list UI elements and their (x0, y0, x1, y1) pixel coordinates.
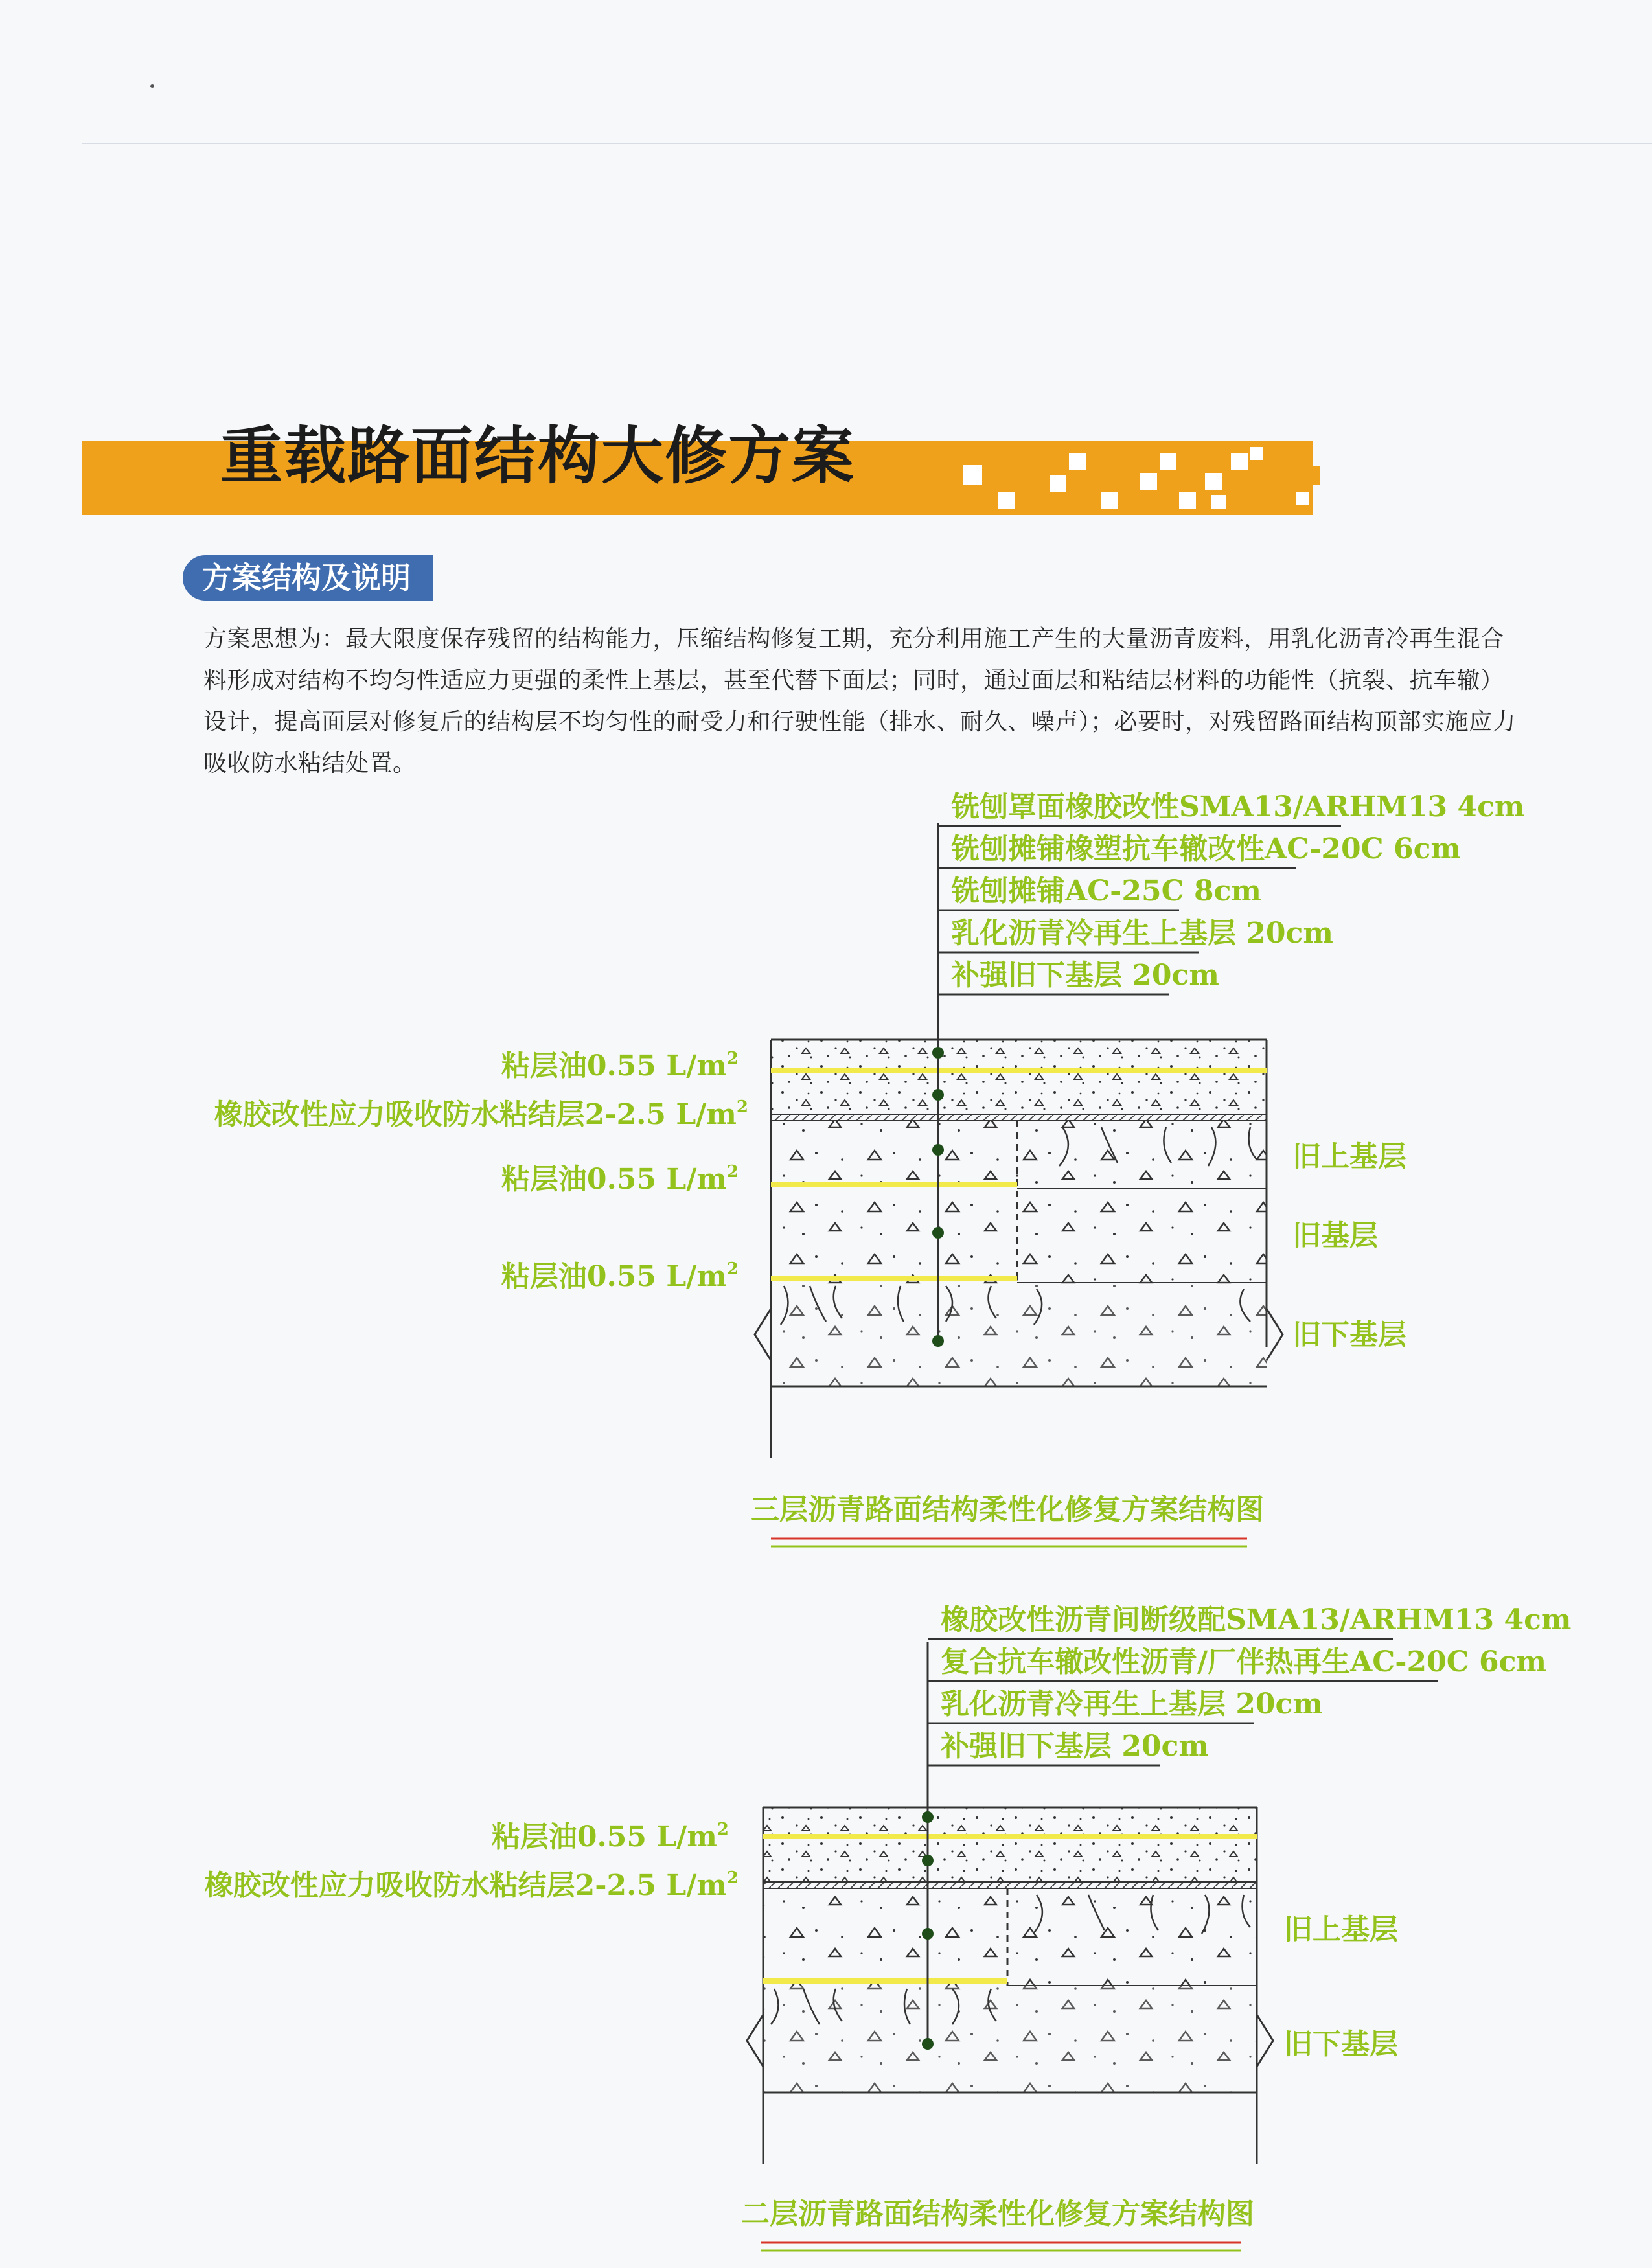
d1-layer-4: 乳化沥青冷再生上基层 20cm (951, 917, 1333, 950)
diagram1-left-labels (214, 1049, 748, 1293)
d1-layer-1: 铣刨罩面橡胶改性SMA13/ARHM13 4cm (951, 790, 1525, 823)
d2-old-lower-base: 旧下基层 (1284, 2028, 1398, 2061)
d1-layer-3: 铣刨摊铺AC-25C 8cm (951, 875, 1261, 908)
d1-membrane-label: 橡胶改性应力吸收防水粘结层2-2.5 $L/m^2$ (214, 1097, 748, 1131)
d2-layer-1: 橡胶改性沥青间断级配SMA13/ARHM13 4cm (941, 1603, 1572, 1636)
diagram1-right-labels (1292, 1140, 1406, 1351)
d1-old-lower-base: 旧下基层 (1292, 1318, 1406, 1351)
d2-layer-4: 补强旧下基层 20cm (941, 1730, 1209, 1763)
diagram2-layer-labels (940, 1603, 1571, 1763)
diagram2-caption: 二层沥青路面结构柔性化修复方案结构图 (741, 2197, 1254, 2230)
d2-layer-3: 乳化沥青冷再生上基层 20cm (941, 1688, 1323, 1721)
diagram2-left-labels (205, 1820, 739, 1902)
section-heading: 方案结构及说明 (183, 555, 433, 601)
d1-tack-label-1: 粘层油0.55 $L/m^2$ (501, 1049, 739, 1082)
d2-layer-2: 复合抗车辙改性沥青/厂伴热再生AC-20C 6cm (941, 1645, 1547, 1678)
d2-membrane-label: 橡胶改性应力吸收防水粘结层2-2.5 $L/m^2$ (204, 1868, 739, 1902)
d1-layer-2: 铣刨摊铺橡塑抗车辙改性AC-20C 6cm (951, 832, 1461, 865)
d1-tack-label-2: 粘层油0.55 $L/m^2$ (501, 1162, 739, 1196)
d2-old-upper-base: 旧上基层 (1284, 1913, 1398, 1946)
d1-tack-label-3: 粘层油0.55 $L/m^2$ (501, 1259, 739, 1293)
diagram2-right-labels (1284, 1913, 1398, 2061)
page-title: 重载路面结构大修方案 (220, 420, 855, 492)
diagram1-layer-labels (950, 790, 1524, 992)
d1-layer-5: 补强旧下基层 20cm (951, 959, 1219, 992)
diagram1-caption: 三层沥青路面结构柔性化修复方案结构图 (751, 1493, 1264, 1526)
d1-old-base: 旧基层 (1292, 1219, 1378, 1252)
d2-tack-label-1: 粘层油0.55 $L/m^2$ (491, 1820, 729, 1853)
d1-old-upper-base: 旧上基层 (1292, 1140, 1406, 1173)
description-paragraph: 方案思想为：最大限度保存残留的结构能力，压缩结构修复工期，充分利用施工产生的大量沥青废料，用乳化沥青冷再生混合料形成对结构不均匀性适应力更强的柔性上基层，甚至代替下面层；同时，通过面层和粘结层材料的功能性（抗裂、抗车辙）设计，提高面层对修复后的结构层不均匀性的耐受力和行驶性能（排水、耐久、噪声）；必要时，对残留路面结构顶部实施应力吸收防水粘结处置。 (203, 626, 1517, 777)
